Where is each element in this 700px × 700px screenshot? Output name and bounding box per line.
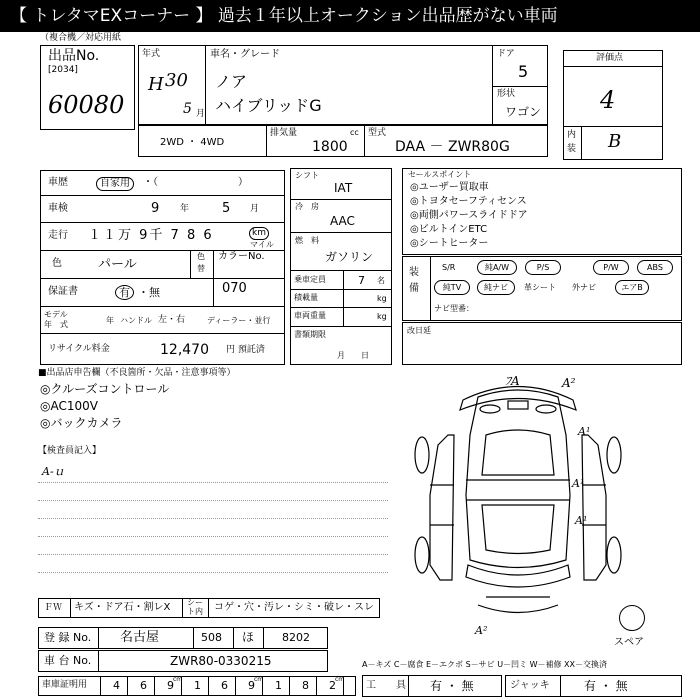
sales-point: ◎ユーザー買取車: [410, 182, 489, 193]
displacement-label: 排気量: [270, 128, 298, 138]
cert-label: 車庫証明用: [42, 680, 88, 690]
fw-label: ＦＷ: [44, 603, 63, 613]
shape-value: ワゴン: [505, 105, 542, 119]
equip-sr: S/R: [442, 263, 456, 272]
fuel-value: ガソリン: [325, 250, 374, 264]
notes-title: ■出品店申告欄（不良箇所・欠品・注意事項等）: [38, 368, 236, 378]
lot-number: 60080: [48, 91, 125, 119]
damage-mark: ﾌA: [505, 374, 520, 388]
sales-title: セールスポイント: [408, 170, 472, 179]
recycle-unit: 円 預託済: [226, 345, 265, 355]
color-value: パール: [98, 257, 137, 272]
interior-value: B: [608, 131, 622, 152]
equip-power-steering: P/S: [525, 260, 561, 275]
reg-kana: ほ: [242, 630, 255, 644]
model-year-label-1: モデル: [44, 310, 68, 319]
equip-leather: 革シート: [524, 283, 556, 292]
log-label: 改日延: [407, 326, 431, 335]
damage-mark: A²: [562, 376, 576, 390]
dealer-label: ディーラー・並行: [207, 316, 271, 325]
damage-mark: A¹: [572, 477, 585, 490]
reg-place: 名古屋: [120, 630, 160, 645]
color-sub-2: 替: [197, 264, 205, 273]
shift-label: シフト: [295, 171, 319, 180]
equip-aftermarket-navi: 外ナビ: [572, 283, 596, 292]
sales-point: ◎両側パワースライドドア: [410, 210, 528, 221]
sales-point: ◎トヨタセーフティセンス: [410, 196, 527, 207]
damage-mark: A¹: [578, 425, 591, 438]
reg-num: 8202: [282, 631, 310, 644]
color-no-label: カラーNo.: [218, 251, 265, 262]
notes-item: ◎AC100V: [40, 399, 98, 413]
displacement-unit: cc: [350, 128, 359, 137]
weight-label: 車両重量: [294, 311, 326, 320]
dimension-unit: cm: [173, 676, 183, 683]
inspection-month: 5: [222, 201, 231, 216]
capacity-label: 乗車定員: [294, 275, 326, 284]
inspection-year: 9: [151, 201, 160, 216]
dimension-digit: 1: [194, 679, 201, 692]
dimension-digit: 6: [140, 679, 147, 692]
tools-value: 有 ・ 無: [430, 679, 474, 693]
damage-diagram: [408, 375, 628, 640]
tools-label: 工 具: [366, 680, 406, 691]
reg-class: 508: [201, 631, 222, 644]
color-label: 色: [52, 258, 62, 269]
jack-label: ジャッキ: [510, 680, 550, 691]
log-box: [402, 322, 682, 365]
drive-type: 2WD ・ 4WD: [160, 137, 225, 148]
mileage-value: １１万 9千 7 8 6: [88, 228, 214, 243]
reg-label: 登 録 No.: [44, 631, 92, 644]
equip-abs: ABS: [637, 260, 673, 275]
equip-alloy-wheel: 純A/W: [477, 260, 517, 275]
ac-value: AAC: [330, 214, 355, 228]
lot-small: [2034]: [48, 65, 78, 75]
inspector-note: A-ｕ: [42, 465, 65, 478]
grade: ハイブリッドG: [215, 96, 322, 115]
door-value: 5: [518, 62, 529, 81]
handle-label: ハンドル: [120, 316, 152, 325]
interior-label-2: 装: [567, 144, 577, 154]
docs-label: 書類期限: [294, 330, 326, 339]
page-banner: 【 トレタマEXコーナー 】 過去１年以上オークション出品歴がない車両: [0, 0, 700, 32]
score-label: 評価点: [596, 53, 624, 63]
displacement-value: 1800: [312, 139, 348, 155]
history-value: 自家用: [96, 177, 134, 191]
equip-tv: 純TV: [434, 280, 470, 295]
score-value: 4: [600, 86, 616, 114]
history-label: 車歴: [48, 177, 68, 188]
sales-point: ◎シートヒーター: [410, 238, 489, 249]
model-label: 型式: [368, 128, 387, 138]
warranty-label: 保証書: [48, 286, 78, 297]
capacity-unit: 名: [377, 276, 385, 285]
shape-label: 形状: [497, 89, 516, 99]
year-label: 年式: [142, 49, 161, 59]
dimension-digit: 6: [221, 679, 228, 692]
inspection-label: 車検: [48, 203, 68, 214]
car-name: ノア: [215, 72, 248, 91]
ac-label: 冷 房: [295, 202, 319, 211]
dimension-digit: 9: [167, 679, 174, 692]
weight-unit: kg: [377, 312, 387, 321]
seat-label-1: シー: [187, 598, 203, 607]
equip-label-2: 備: [409, 283, 419, 294]
dimension-digit: 8: [302, 679, 309, 692]
sub-label: （複合機／対応用紙: [40, 33, 122, 43]
sales-point: ◎ビルトインETC: [410, 224, 488, 235]
year-era: H: [148, 74, 164, 95]
door-label: ドア: [497, 49, 515, 59]
name-label: 車名・グレード: [210, 49, 280, 60]
docs-unit: 月 日: [337, 351, 369, 360]
capacity-value: 7: [358, 274, 365, 287]
dimension-digit: 4: [113, 679, 120, 692]
color-sub-1: 色: [197, 252, 205, 261]
notes-item: ◎クルーズコントロール: [40, 382, 170, 396]
notes-item: ◎バックカメラ: [40, 416, 123, 430]
load-unit: kg: [377, 294, 387, 303]
mileage-unit: km: [249, 227, 269, 240]
left-spec-box: [40, 170, 285, 365]
dimension-unit: cm: [335, 676, 345, 683]
seat-text: コゲ・穴・汚レ・シミ・破レ・スレ: [214, 602, 374, 613]
month-value: 5: [183, 101, 192, 117]
mileage-alt-unit: マイル: [250, 240, 274, 249]
inspection-month-unit: 月: [250, 204, 260, 214]
mileage-label: 走行: [48, 230, 68, 241]
fuel-label: 燃 料: [295, 236, 319, 245]
handle-value: 左・右: [158, 315, 186, 325]
year-value: 30: [165, 70, 188, 91]
dimension-digit: 2: [329, 679, 336, 692]
equip-airbag: エアB: [615, 280, 649, 295]
color-no-value: 070: [222, 281, 247, 296]
navi-label: ナビ型番：: [434, 304, 474, 313]
damage-mark: A²: [475, 624, 488, 637]
seat-label-2: ト内: [187, 607, 203, 616]
equip-label-1: 装: [409, 267, 419, 278]
dimension-digit: 9: [248, 679, 255, 692]
model-value: DAA － ZWR80G: [395, 139, 510, 155]
equip-navi: 純ナビ: [477, 280, 515, 295]
model-year-unit: 年: [106, 316, 114, 325]
inspector-title: 【検査員記入】: [38, 446, 102, 456]
history-rest: ・（ ）: [143, 177, 248, 188]
inspection-year-unit: 年: [180, 204, 190, 214]
lot-label: 出品No.: [48, 48, 100, 64]
shift-value: IAT: [334, 181, 353, 195]
model-year-label-2: 年 式: [44, 320, 68, 329]
chassis-label: 車 台 No.: [44, 654, 92, 667]
fw-text: キズ・ドア石・割レX: [74, 602, 171, 613]
damage-mark: A¹: [575, 514, 588, 527]
recycle-value: 12,470: [160, 342, 209, 358]
jack-value: 有 ・ 無: [584, 679, 628, 693]
dimension-digit: 1: [275, 679, 282, 692]
load-label: 積載量: [294, 293, 318, 302]
month-unit: 月: [196, 109, 206, 119]
warranty-yes: 有: [115, 285, 134, 300]
warranty-rest: ・無: [138, 286, 160, 299]
dimension-unit: cm: [254, 676, 264, 683]
recycle-label: リサイクル料金: [48, 344, 110, 354]
spare-label: スペア: [614, 637, 644, 648]
spare-tire-icon: [619, 605, 645, 631]
chassis-value: ZWR80-0330215: [170, 654, 272, 668]
damage-legend: A－キズ C－腐食 E－エクボ S－サビ U－凹ミ W－補修 XX－交換済: [362, 660, 608, 669]
interior-label-1: 内: [567, 130, 577, 140]
equip-power-window: P/W: [593, 260, 629, 275]
